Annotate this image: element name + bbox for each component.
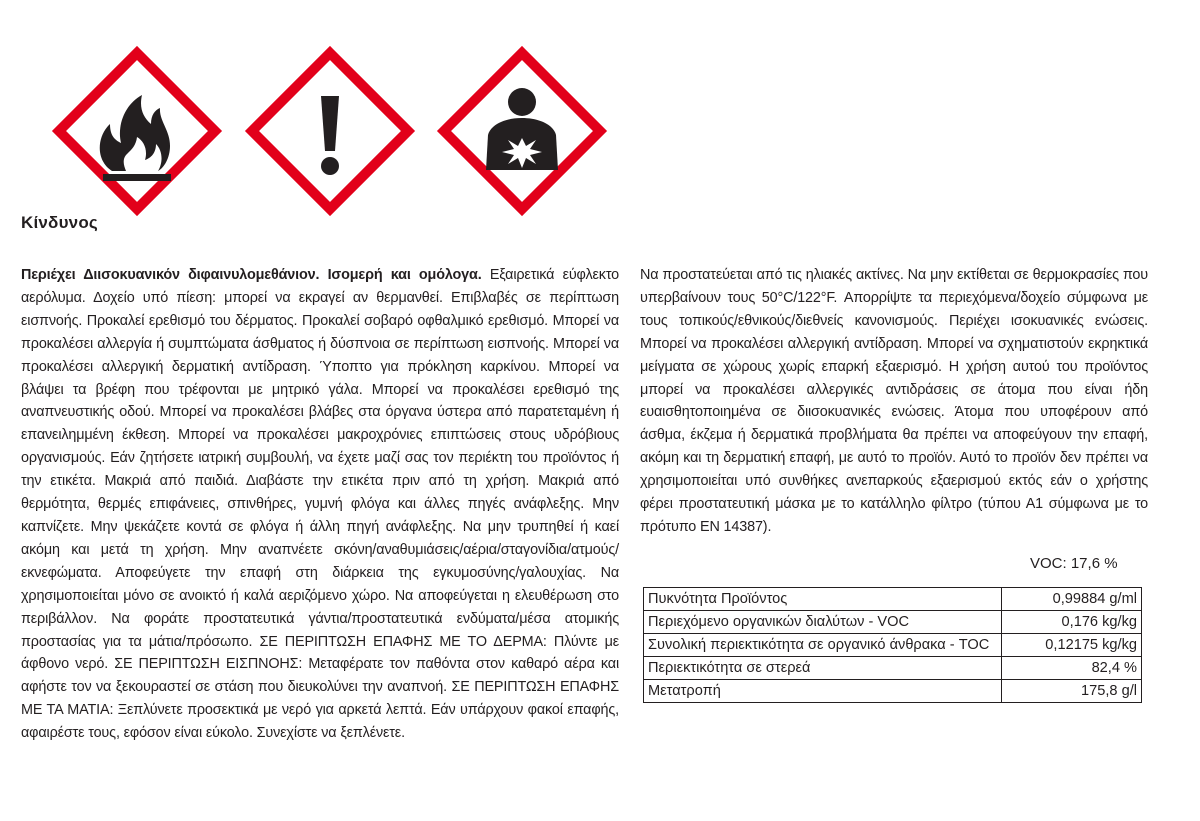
exclamation-mark-icon: [252, 53, 408, 209]
property-label: Περιεκτικότητα σε στερεά: [644, 657, 1002, 680]
property-value: 0,176 kg/kg: [1002, 611, 1142, 634]
properties-table: [643, 587, 1142, 703]
flame-icon: [59, 53, 215, 209]
property-label: Συνολική περιεκτικότητα σε οργανικό άνθρακα - TOC: [644, 634, 1002, 657]
property-value: 175,8 g/l: [1002, 680, 1142, 703]
property-label: Περιεχόμενο οργανικών διαλύτων - VOC: [644, 611, 1002, 634]
table-row: [644, 611, 1142, 634]
voc-note: VOC: 17,6 %: [1030, 555, 1118, 572]
precautionary-statements: Να προστατεύεται από τις ηλιακές ακτίνες. Να μην εκτίθεται σε θερμοκρασίες που υπερβαίνουν τους 50°C/122°F. Απορρίψτε τα περιεχόμενα/δοχείο σύμφωνα με τους τοπικούς/εθνικούς/διεθνείς κανονισμούς. Περιέχει ισοκυανικές ενώσεις. Μπορεί να προκαλέσει αλλεργική αντίδραση. Μπορεί να σχηματιστούν εκρηκτικά μείγματα σε χώρους χωρίς επαρκή εξαερισμό. Η χρήση αυτού του προϊόντος μπορεί να προκαλέσει αλλεργικές αντιδράσεις σε άτομα που είναι ήδη ευαισθητοποιημένα σε διισοκυανικές ενώσεις. Άτομα που υποφέρουν από άσθμα, έκζεμα ή δερματικά προβλήματα θα πρέπει να αποφεύγουν την επαφή, ακόμη και τη δερματική επαφή, με αυτό το προϊόν. Αυτό το προϊόν δεν πρέπει να χρησιμοποιείται υπό συνθήκες ανεπαρκούς εξαερισμού εκτός εάν ο χρήστης φέρει προστατευτική μάσκα με το κατάλληλο φίλτρο (τύπου Α1 σύμφωνα με το πρότυπο EN 14387).: [640, 267, 1148, 535]
table-row: [644, 657, 1142, 680]
table-row: [644, 588, 1142, 611]
composition-lead: Περιέχει Διισοκυανικόν διφαινυλομεθάνιον. Ισομερή και ομόλογα.: [21, 267, 482, 283]
property-value: 82,4 %: [1002, 657, 1142, 680]
table-row: [644, 634, 1142, 657]
property-value: 0,12175 kg/kg: [1002, 634, 1142, 657]
table-row: [644, 680, 1142, 703]
hazard-statements: [21, 264, 619, 745]
property-value: 0,99884 g/ml: [1002, 588, 1142, 611]
property-label: Μετατροπή: [644, 680, 1002, 703]
ghs-pictograms: [0, 0, 620, 240]
property-label: Πυκνότητα Προϊόντος: [644, 588, 1002, 611]
signal-word: Κίνδυνος: [21, 213, 98, 232]
health-hazard-icon: [444, 53, 600, 209]
hazard-statements-body: Εξαιρετικά εύφλεκτο αερόλυμα. Δοχείο υπό πίεση: μπορεί να εκραγεί αν θερμανθεί. Επιβλαβές σε περίπτωση εισπνοής. Προκαλεί ερεθισμό του δέρματος. Προκαλεί σοβαρό οφθαλμικό ερεθισμό. Μπορεί να προκαλέσει αλλεργία ή συμπτώματα άσθματος ή δύσπνοια σε περίπτωση εισπνοής. Μπορεί να προκαλέσει αλλεργική δερματική αντίδραση. Ύποπτο για πρόκληση καρκίνου. Μπορεί να βλάψει τα βρέφη που τρέφονται με μητρικό γάλα. Μπορεί να προκαλέσει ερεθισμό της αναπνευστικής οδού. Μπορεί να προκαλέσει βλάβες στα όργανα ύστερα από παρατεταμένη ή επανειλημμένη έκθεση. Μπορεί να προκαλέσει μακροχρόνιες επιπτώσεις στους υδρόβιους οργανισμούς. Εάν ζητήσετε ιατρική συμβουλή, να έχετε μαζί σας τον περιέκτη του προϊόντος ή την ετικέτα. Μακριά από παιδιά. Διαβάστε την ετικέτα πριν από τη χρήση. Μακριά από θερμότητα, θερμές επιφάνειες, σπινθήρες, γυμνή φλόγα και άλλες πηγές ανάφλεξης. Μην καπνίζετε. Μην ψεκάζετε κοντά σε φλόγα ή άλλη πηγή ανάφλεξης. Να μην τρυπηθεί ή καεί ακόμη και μετά τη χρήση. Μην αναπνέετε σκόνη/αναθυμιάσεις/αέρια/σταγονίδια/ατμούς/εκνεφώματα. Αποφεύγετε την επαφή στη διάρκεια της εγκυμοσύνης/γαλουχίας. Να χρησιμοποιείται μόνο σε ανοικτό ή καλά αεριζόμενο χώρο. Να αποφεύγεται η ελευθέρωση στο περιβάλλον. Να φοράτε προστατευτικά γάντια/προστατευτικά ενδύματα/μέσα ατομικής προστασίας για τα μάτια/πρόσωπο. ΣΕ ΠΕΡΙΠΤΩΣΗ ΕΠΑΦΗΣ ΜΕ ΤΟ ΔΕΡΜΑ: Πλύντε με άφθονο νερό. ΣΕ ΠΕΡΙΠΤΩΣΗ ΕΙΣΠΝΟΗΣ: Μεταφέρατε τον παθόντα στον καθαρό αέρα και αφήστε τον να ξεκουραστεί σε στάση που διευκολύνει την αναπνοή. ΣΕ ΠΕΡΙΠΤΩΣΗ ΕΠΑΦΗΣ ΜΕ ΤΑ ΜΑΤΙΑ: Ξεπλύνετε προσεκτικά με νερό για αρκετά λεπτά. Εάν υπάρχουν φακοί επαφής, αφαιρέστε τους, εφόσον είναι εύκολο. Συνεχίστε να ξεπλένετε.: [21, 267, 620, 742]
